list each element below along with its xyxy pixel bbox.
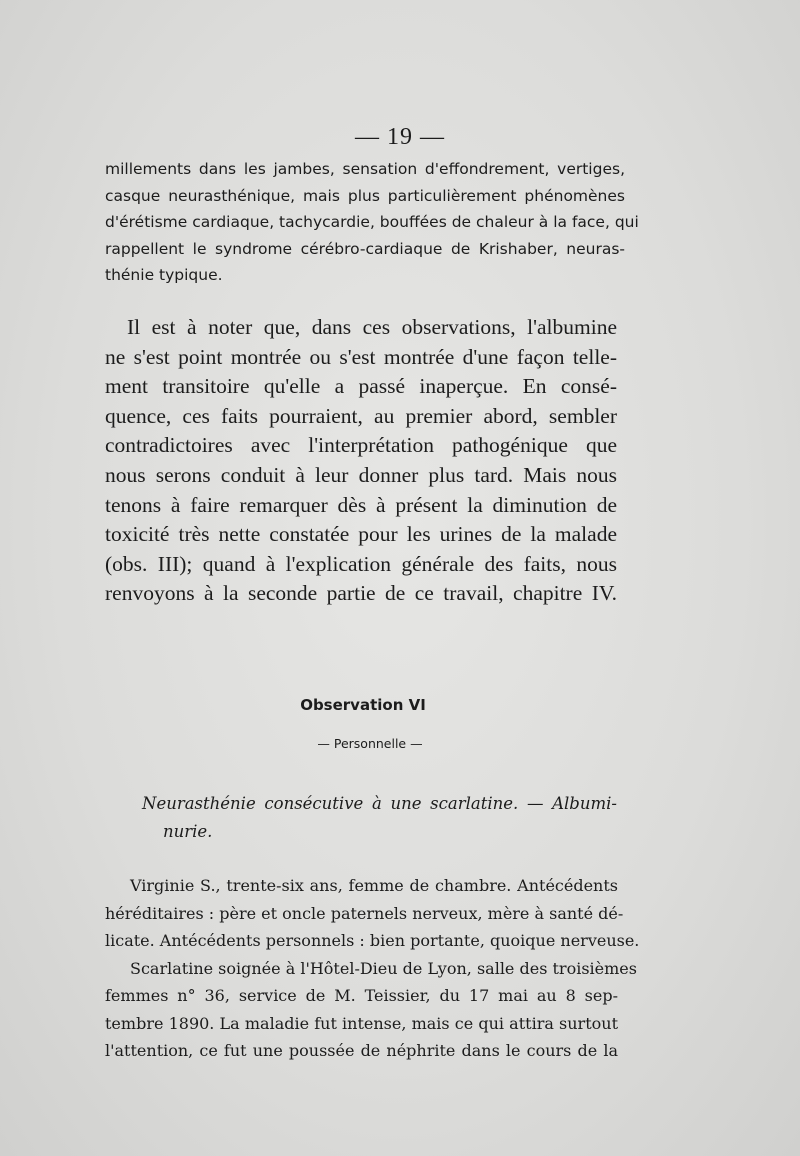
text-line: d'érétisme cardiaque, tachycardie, bouffées de chaleur à la face, qui: [105, 213, 639, 231]
text-line: Neurasthénie consécutive à une scarlatine. — Albumi-: [142, 794, 617, 813]
paragraph-1: [105, 156, 639, 289]
text-line: renvoyons à la seconde partie de ce travail, chapitre IV.: [105, 581, 617, 606]
text-line: nurie.: [163, 822, 213, 841]
text-line: licate. Antécédents personnels : bien portante, quoique nerveuse.: [105, 931, 640, 950]
text-line: l'attention, ce fut une poussée de néphrite dans le cours de la: [105, 1041, 618, 1060]
text-line: contradictoires avec l'interprétation pathogénique que: [105, 433, 617, 458]
text-line: Scarlatine soignée à l'Hôtel-Dieu de Lyon, salle des troisièmes: [130, 958, 637, 978]
text-line: Virginie S., trente-six ans, femme de chambre. Antécédents: [130, 876, 618, 895]
text-line: toxicité très nette constatée pour les urines de la malade: [105, 522, 617, 547]
text-line: ment transitoire qu'elle a passé inaperçue. En consé-: [105, 374, 617, 399]
text-line: rappellent le syndrome cérébro-cardiaque de Krishaber, neuras-: [105, 239, 625, 258]
text-line: femmes n° 36, service de M. Teissier, du 17 mai au 8 sep-: [105, 986, 618, 1005]
paragraph-2: [105, 313, 617, 609]
text-line: millements dans les jambes, sensation d'effondrement, vertiges,: [105, 160, 625, 178]
text-line: casque neurasthénique, mais plus particulièrement phénomènes: [105, 186, 625, 205]
text-line: nous serons conduit à leur donner plus tard. Mais nous: [105, 462, 617, 487]
text-line: Il est à noter que, dans ces observations, l'albumine: [127, 315, 617, 339]
text-line: quence, ces faits pourraient, au premier abord, sembler: [105, 403, 617, 428]
text-line: héréditaires : père et oncle paternels nerveux, mère à santé dé-: [105, 903, 624, 923]
observation-title: Observation VI: [300, 696, 426, 714]
observation-summary: [142, 790, 620, 846]
text-line: thénie typique.: [105, 266, 223, 284]
paragraph-3: [105, 872, 640, 1065]
text-line: (obs. III); quand à l'explication générale des faits, nous: [105, 551, 617, 576]
text-line: tenons à faire remarquer dès à présent la diminution de: [105, 492, 617, 517]
text-line: tembre 1890. La maladie fut intense, mais ce qui attira surtout: [105, 1013, 618, 1033]
text-line: ne s'est point montrée ou s'est montrée d'une façon telle-: [105, 344, 617, 369]
page-number: — 19 —: [355, 124, 445, 150]
observation-subtitle: — Personnelle —: [317, 736, 423, 751]
